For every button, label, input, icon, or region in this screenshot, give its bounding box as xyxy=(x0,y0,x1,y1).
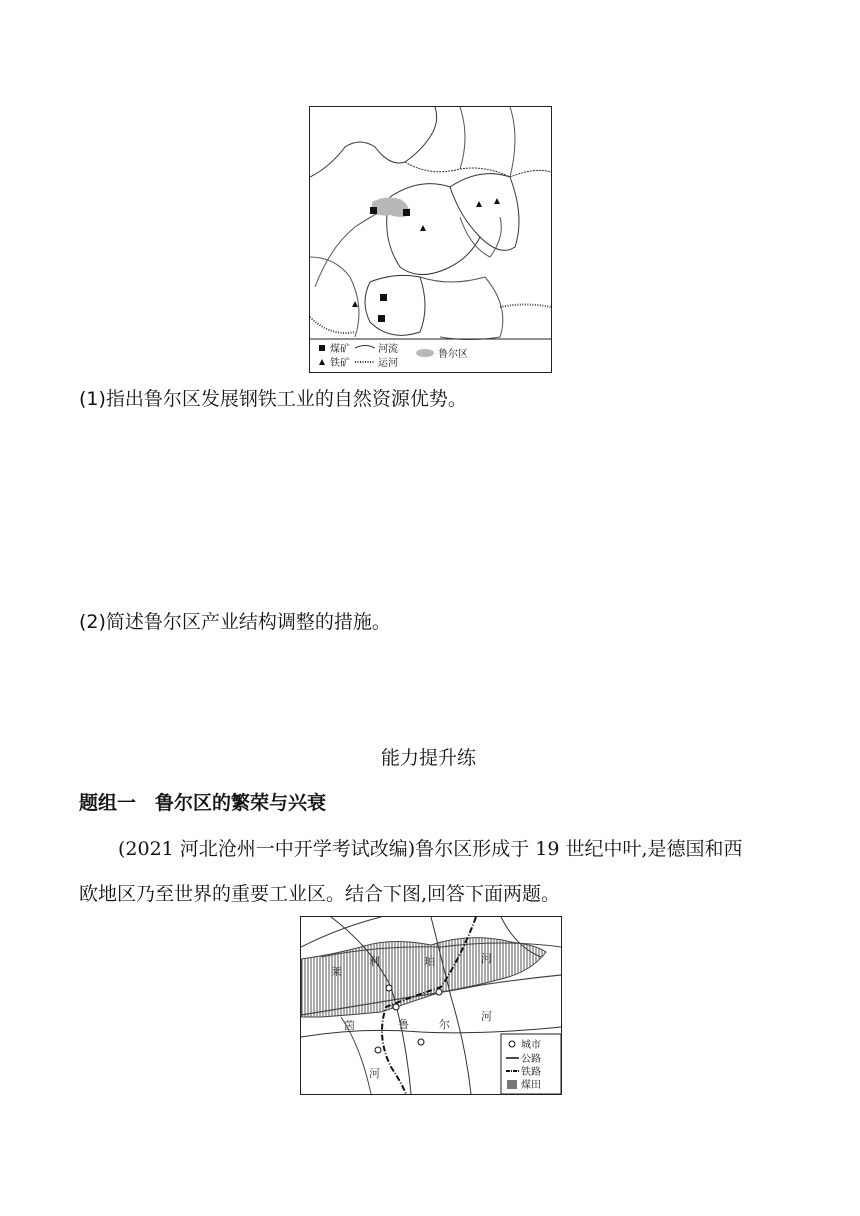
label-ruhr-3: 河 xyxy=(481,1010,492,1023)
legend-coal-field: 煤田 xyxy=(521,1080,541,1091)
city-marker xyxy=(436,989,442,995)
iron-mine-marker xyxy=(352,301,358,307)
legend-region: 鲁尔区 xyxy=(438,349,468,360)
ruhr-resource-map xyxy=(309,106,552,373)
city-marker xyxy=(418,1039,424,1045)
west-river xyxy=(315,212,380,287)
label-lippe-1: 利 xyxy=(369,955,380,968)
iron-legend-icon xyxy=(319,359,325,365)
coal-mine-marker xyxy=(370,207,377,214)
legend-rail: 铁路 xyxy=(521,1067,541,1078)
coal-mine-marker xyxy=(378,315,385,322)
coalfield-legend-icon xyxy=(507,1080,517,1089)
intro-line-2: 欧地区乃至世界的重要工业区。结合下图,回答下面两题。 xyxy=(79,883,561,905)
label-lippe-2: 珀 xyxy=(424,955,435,968)
region-legend-icon xyxy=(416,349,434,357)
city-marker xyxy=(375,1047,381,1053)
city-marker xyxy=(393,1004,399,1010)
city-legend-icon xyxy=(509,1041,515,1047)
label-lippe-3: 河 xyxy=(481,952,492,965)
legend-coal: 煤矿 xyxy=(330,344,350,355)
canal-east xyxy=(500,305,551,308)
legend-city: 城市 xyxy=(521,1040,541,1051)
label-rhine-1: 莱 xyxy=(331,965,342,978)
river-north xyxy=(460,107,465,169)
road xyxy=(301,917,381,947)
eastern-border xyxy=(450,174,519,251)
iron-mine-marker xyxy=(494,198,500,204)
southwest-river xyxy=(310,257,359,337)
label-ruhr-1: 鲁 xyxy=(398,1018,409,1031)
ruhr-coalfield-map xyxy=(300,916,562,1095)
river-northeast xyxy=(510,107,515,177)
coal-legend-icon xyxy=(319,345,325,351)
southeast-river xyxy=(420,277,503,340)
canal-southwest xyxy=(310,317,355,333)
central-border xyxy=(387,184,480,275)
intro-line-1: (2021 河北沧州一中开学考试改编)鲁尔区形成于 19 世纪中叶,是德国和西 xyxy=(118,838,743,860)
coal-mine-marker xyxy=(403,209,410,216)
coastline xyxy=(310,107,437,177)
legend-river: 河流 xyxy=(378,344,398,355)
coal-mine-marker xyxy=(380,294,387,301)
question-2: (2)简述鲁尔区产业结构调整的措施。 xyxy=(79,611,391,633)
label-ruhr-2: 尔 xyxy=(439,1018,450,1031)
southern-border xyxy=(365,275,425,335)
group-title: 题组一 鲁尔区的繁荣与兴衰 xyxy=(79,792,327,814)
ruhr-resource-map-svg xyxy=(310,107,551,372)
legend-iron: 铁矿 xyxy=(330,358,350,369)
iron-mine-marker xyxy=(476,201,482,207)
iron-mine-marker xyxy=(420,225,426,231)
label-rhine-3: 河 xyxy=(369,1067,380,1080)
section-title: 能力提升练 xyxy=(381,747,477,769)
label-rhine-2: 茵 xyxy=(344,1019,355,1032)
legend-canal: 运河 xyxy=(378,358,398,369)
question-1: (1)指出鲁尔区发展钢铁工业的自然资源优势。 xyxy=(79,388,467,410)
city-marker xyxy=(386,985,392,991)
river-legend-icon xyxy=(355,346,375,349)
ruhr-coalfield-map-svg xyxy=(301,917,561,1094)
legend-road: 公路 xyxy=(521,1054,541,1065)
